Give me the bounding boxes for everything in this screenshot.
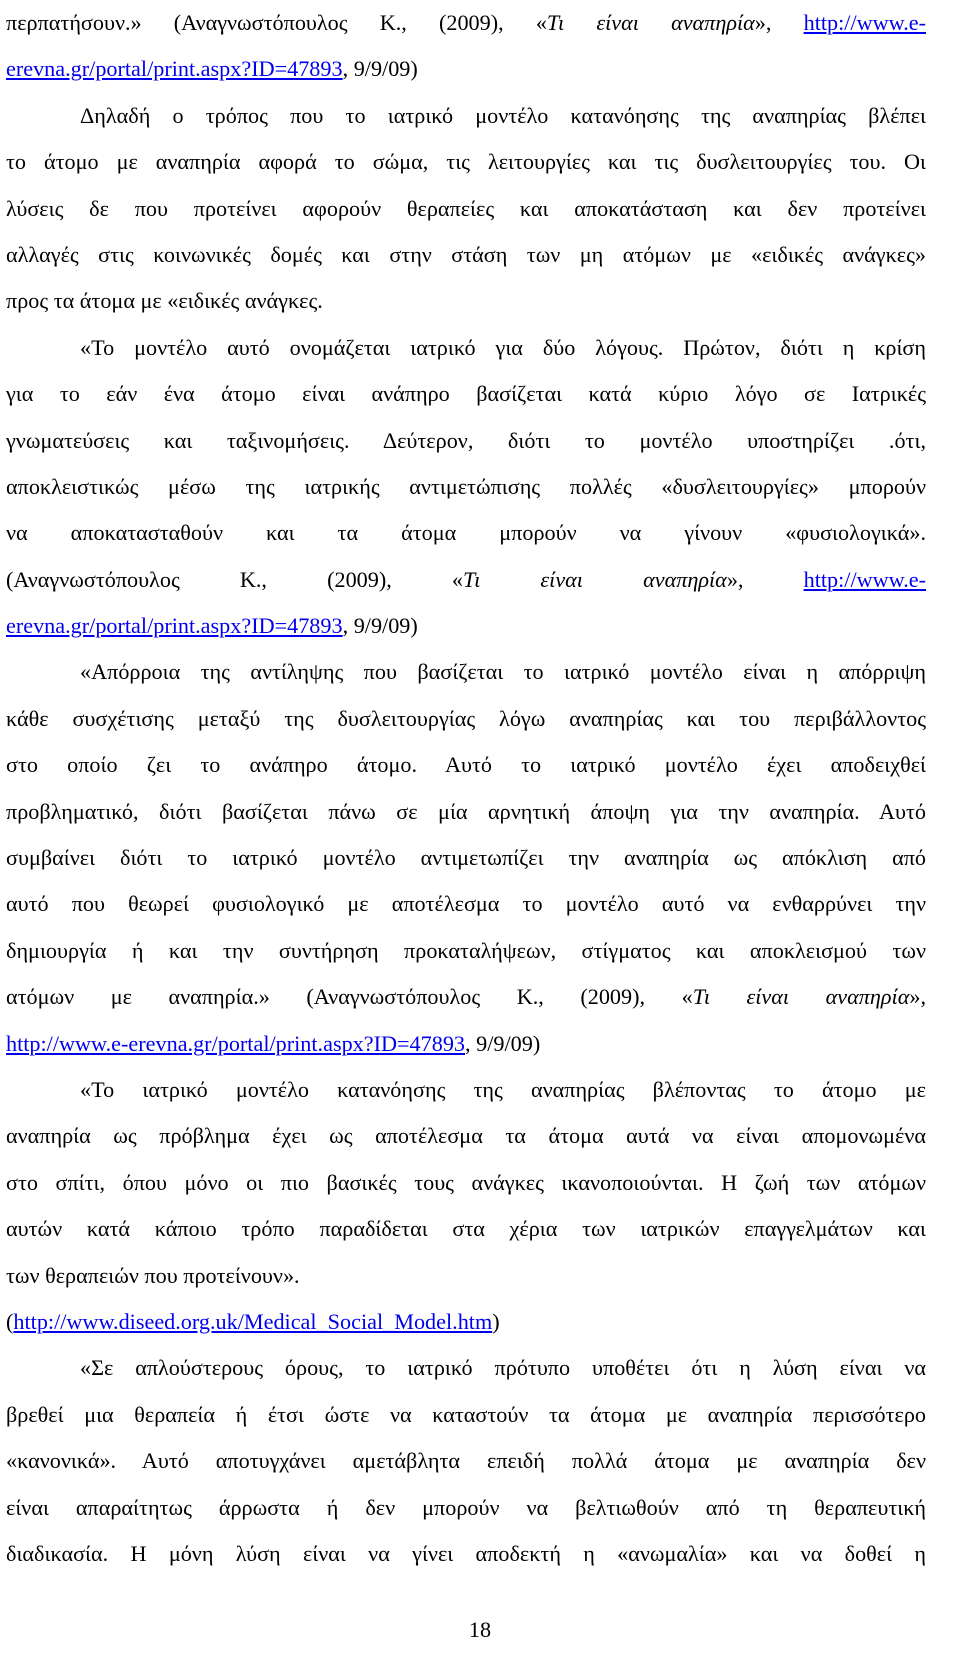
text-line: συμβαίνει διότι το ιατρικό μοντέλο αντιμετωπίζει την αναπηρία ως απόκλιση από	[6, 845, 926, 871]
cited-title: Τι είναι αναπηρία	[692, 984, 910, 1010]
document-body	[6, 0, 926, 1577]
citation-link[interactable]: erevna.gr/portal/print.aspx?ID=47893	[6, 613, 343, 639]
text-line	[6, 1299, 926, 1345]
text-line: «κανονικά». Αυτό αποτυγχάνει αμετάβλητα επειδή πολλά άτομα με αναπηρία δεν	[6, 1448, 926, 1474]
text-span: »,	[726, 566, 804, 592]
text-line: βρεθεί μια θεραπεία ή έτσι ώστε να καταστούν τα άτομα με αναπηρία περισσότερο	[6, 1401, 926, 1427]
citation-link[interactable]: erevna.gr/portal/print.aspx?ID=47893	[6, 56, 343, 82]
text-line: αλλαγές στις κοινωνικές δομές και στην στάση των μη ατόμων με «ειδικές ανάγκες»	[6, 241, 926, 267]
text-line: γνωματεύσεις και ταξινομήσεις. Δεύτερον, διότι το μοντέλο υποστηρίζει .ότι,	[6, 427, 926, 453]
text-line: «Το μοντέλο αυτό ονομάζεται ιατρικό για δύο λόγους. Πρώτον, διότι η κρίση	[80, 334, 926, 360]
text-line	[6, 557, 926, 603]
text-span: »,	[909, 984, 926, 1010]
text-line: αυτών κατά κάποιο τρόπο παραδίδεται στα χέρια των ιατρικών επαγγελμάτων και	[6, 1216, 926, 1242]
text-line	[6, 974, 926, 1020]
text-line: «Απόρροια της αντίληψης που βασίζεται το ιατρικό μοντέλο είναι η απόρριψη	[80, 659, 926, 685]
text-span: (Αναγνωστόπουλος Κ., (2009), «	[6, 566, 464, 592]
text-line: προς τα άτομα με «ειδικές ανάγκες.	[6, 288, 323, 314]
text-line: είναι απαραίτητως άρρωστα ή δεν μπορούν να βελτιωθούν από τη θεραπευτική	[6, 1494, 926, 1520]
text-line: κάθε συσχέτισης μεταξύ της δυσλειτουργίας λόγω αναπηρίας και του περιβάλλοντος	[6, 705, 926, 731]
citation-link[interactable]: http://www.e-erevna.gr/portal/print.aspx?ID=47893	[6, 1030, 466, 1056]
text-line: στο σπίτι, όπου μόνο οι πιο βασικές τους ανάγκες ικανοποιούνται. Η ζωή των ατόμων	[6, 1169, 926, 1195]
citation-link[interactable]: http://www.diseed.org.uk/Medical_Social_Model.htm	[13, 1308, 493, 1334]
text-span: περπατήσουν.» (Αναγνωστόπουλος Κ., (2009), «	[6, 10, 547, 35]
text-line: για το εάν ένα άτομο είναι ανάπηρο βασίζεται κατά κύριο λόγο σε Ιατρικές	[6, 381, 926, 407]
text-line: των θεραπειών που προτείνουν».	[6, 1262, 300, 1288]
text-span: , 9/9/09)	[342, 56, 418, 82]
text-line: «Το ιατρικό μοντέλο κατανόησης της αναπηρίας βλέποντας το άτομο με	[80, 1076, 926, 1102]
text-span: , 9/9/09)	[342, 613, 418, 639]
text-line	[6, 603, 926, 649]
text-span: , 9/9/09)	[465, 1030, 541, 1056]
text-span: »,	[754, 10, 804, 35]
text-span: )	[492, 1308, 500, 1334]
text-line: αποκλειστικώς μέσω της ιατρικής αντιμετώπισης πολλές «δυσλειτουργίες» μπορούν	[6, 473, 926, 499]
text-line: «Σε απλούστερους όρους, το ιατρικό πρότυπο υποθέτει ότι η λύση είναι να	[80, 1355, 926, 1381]
text-line: αναπηρία ως πρόβλημα έχει ως αποτέλεσμα τα άτομα αυτά να είναι απομονωμένα	[6, 1123, 926, 1149]
text-line: Δηλαδή ο τρόπος που το ιατρικό μοντέλο κατανόησης της αναπηρίας βλέπει	[80, 102, 926, 128]
text-line	[6, 1021, 926, 1067]
text-line: αυτό που θεωρεί φυσιολογικό με αποτέλεσμα το μοντέλο αυτό να ενθαρρύνει την	[6, 891, 926, 917]
text-line	[6, 0, 926, 46]
citation-link[interactable]: http://www.e-	[803, 10, 927, 35]
text-line: να αποκατασταθούν και τα άτομα μπορούν να γίνουν «φυσιολογικά».	[6, 520, 926, 546]
text-line: δημιουργία ή και την συντήρηση προκαταλήψεων, στίγματος και αποκλεισμού των	[6, 937, 926, 963]
page-number: 18	[468, 1617, 492, 1642]
text-line: λύσεις δε που προτείνει αφορούν θεραπείες και αποκατάσταση και δεν προτείνει	[6, 195, 926, 221]
cited-title: Τι είναι αναπηρία	[546, 10, 755, 35]
text-span: (	[6, 1308, 14, 1334]
text-line: το άτομο με αναπηρία αφορά το σώμα, τις λειτουργίες και τις δυσλειτουργίες του. Οι	[6, 149, 926, 175]
text-line: προβληματικό, διότι βασίζεται πάνω σε μία αρνητική άποψη για την αναπηρία. Αυτό	[6, 798, 926, 824]
cited-title: Τι είναι αναπηρία	[463, 566, 727, 592]
text-line	[6, 46, 926, 92]
citation-link[interactable]: http://www.e-	[803, 566, 927, 592]
text-line: διαδικασία. Η μόνη λύση είναι να γίνει αποδεκτή η «ανωμαλία» και να δοθεί η	[6, 1540, 926, 1566]
text-span: ατόμων με αναπηρία.» (Αναγνωστόπουλος Κ., (2009), «	[6, 984, 693, 1010]
text-line: στο οποίο ζει το ανάπηρο άτομο. Αυτό το ιατρικό μοντέλο έχει αποδειχθεί	[6, 752, 926, 778]
